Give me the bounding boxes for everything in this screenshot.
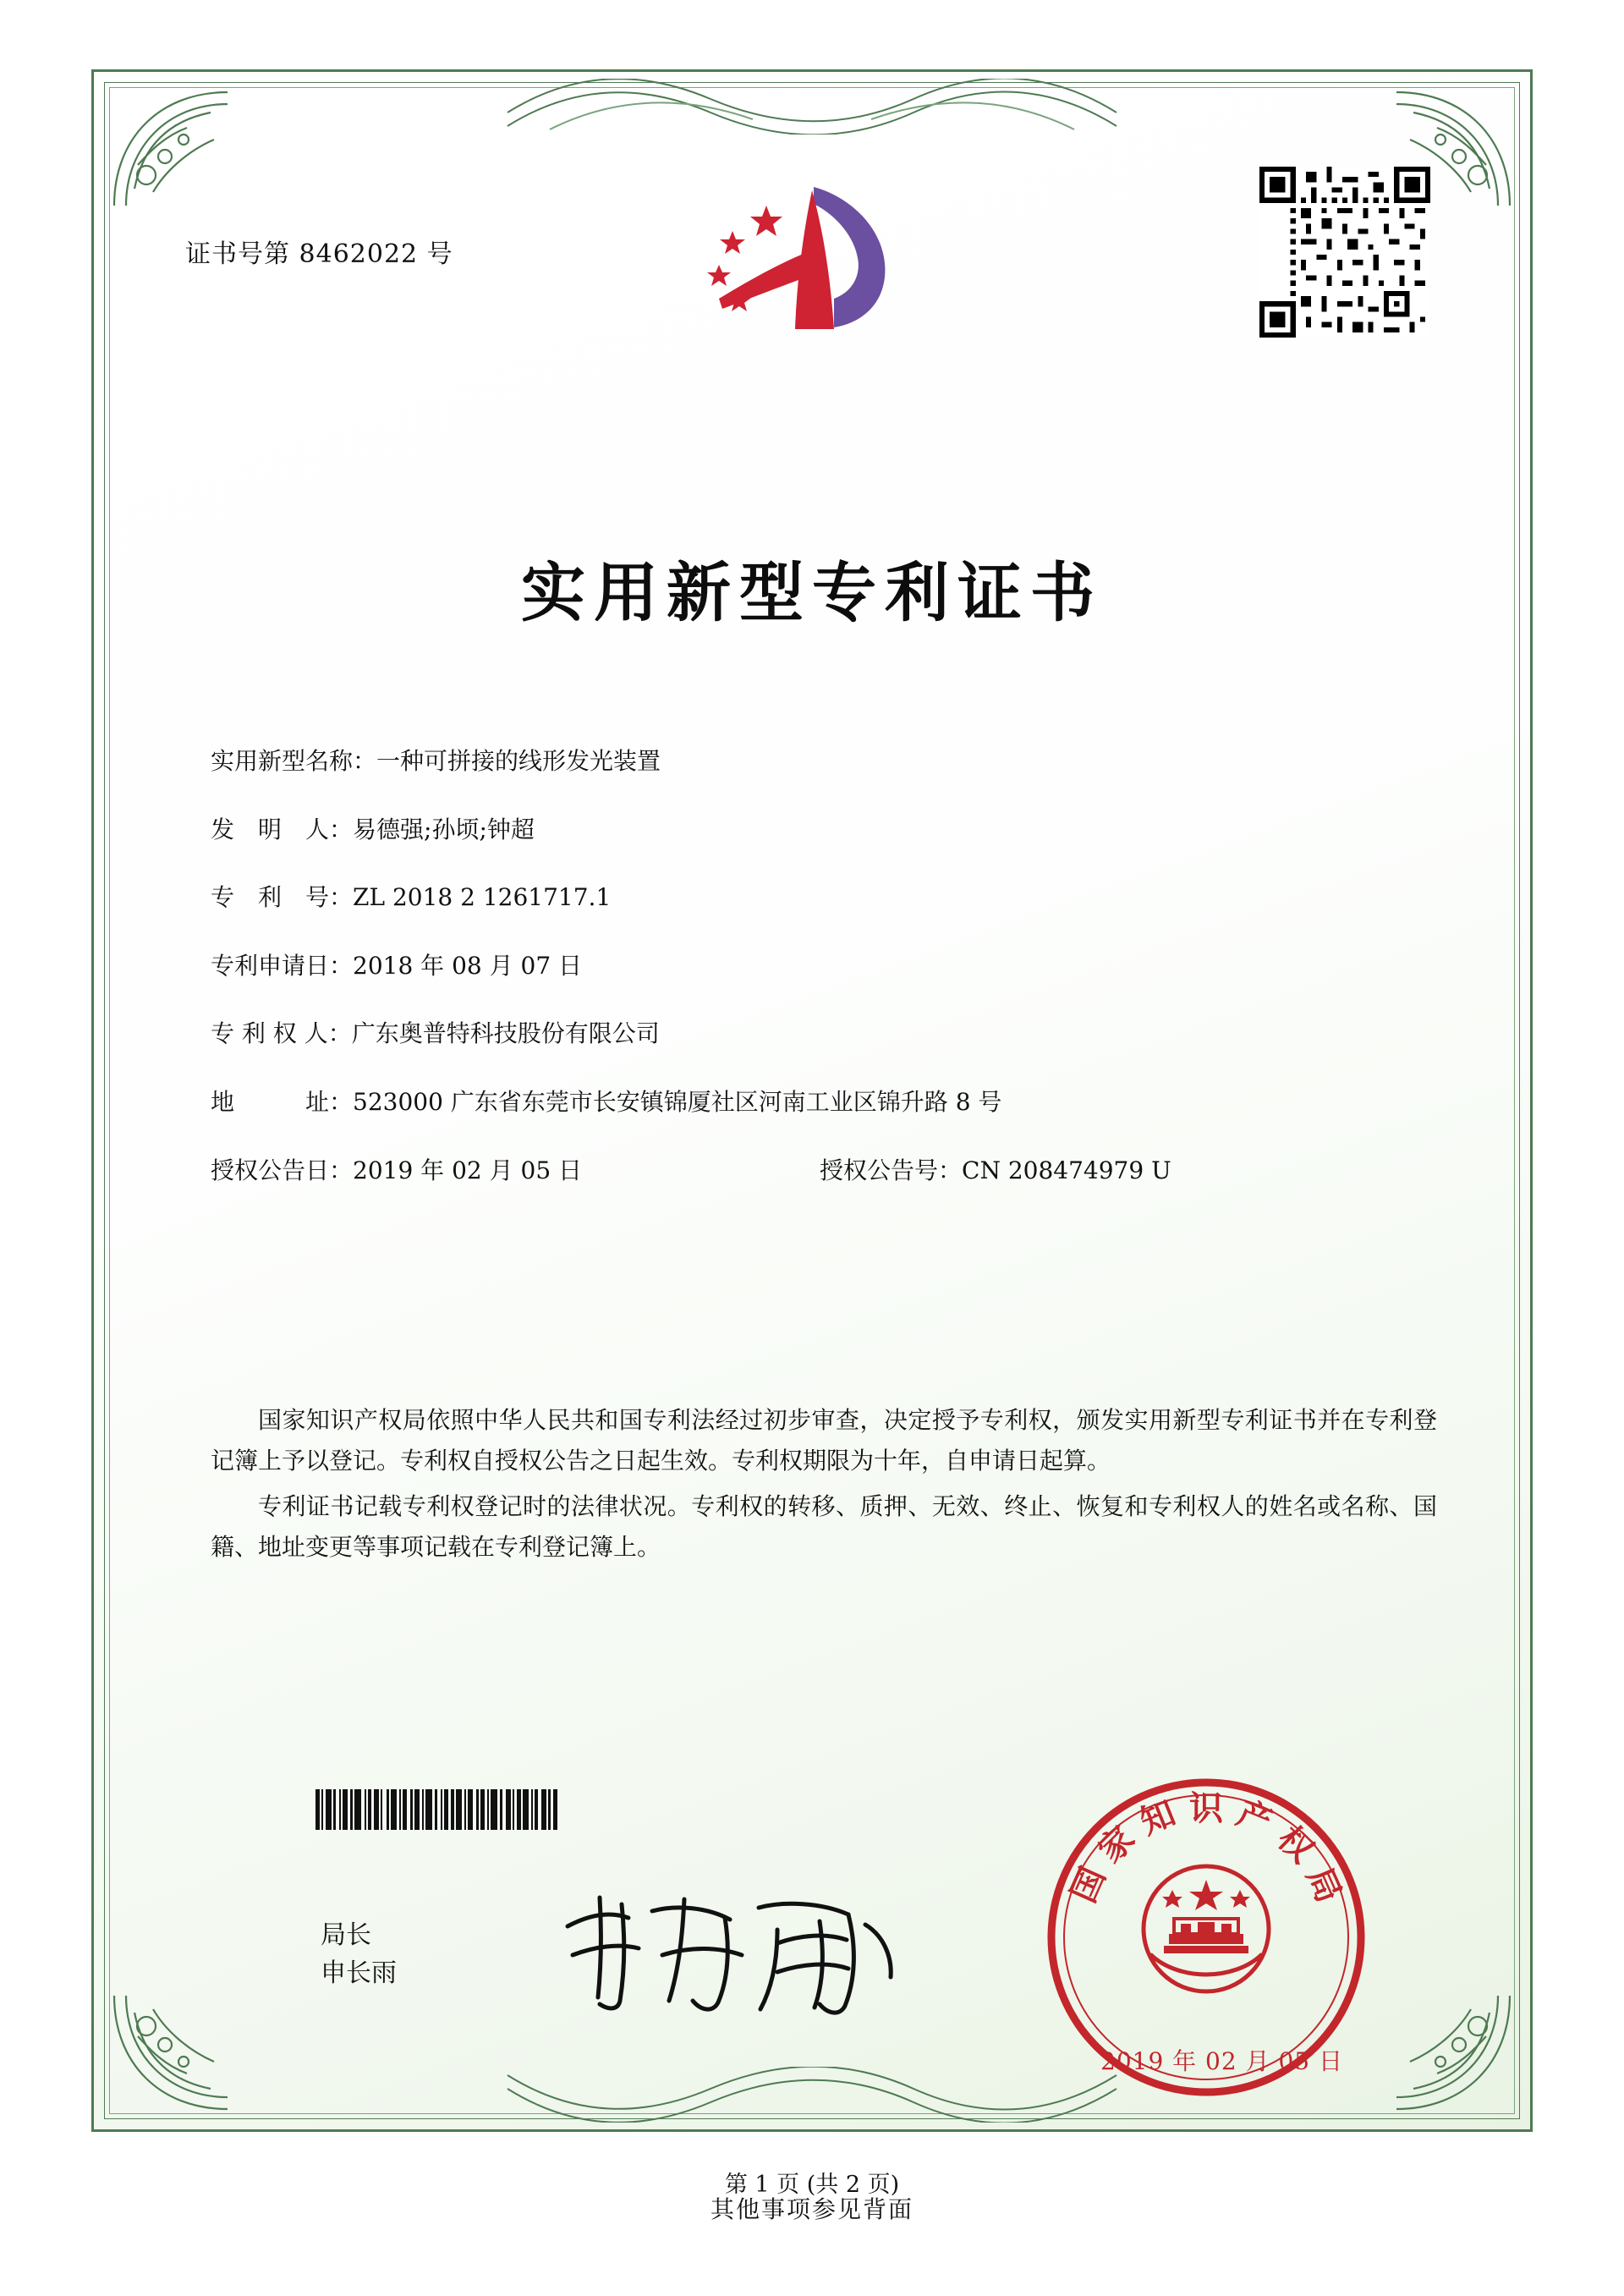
svg-text:知: 知 xyxy=(1134,1793,1182,1843)
legal-paragraph-2: 专利证书记载专利权登记时的法律状况。专利权的转移、质押、无效、终止、恢复和专利权人的姓名或名称、国籍、地址变更等事项记载在专利登记簿上。 xyxy=(211,1492,1437,1562)
signature-block xyxy=(321,1916,397,1992)
legal-text xyxy=(211,1400,1437,1574)
field-label-application-date: 专利申请日： xyxy=(211,951,354,980)
field-label-grant-date: 授权公告日： xyxy=(211,1156,354,1184)
cnipa-logo-icon xyxy=(685,172,939,354)
field-value-patent-number: ZL 2018 2 1261717.1 xyxy=(353,883,612,912)
page-title: 实用新型专利证书 xyxy=(521,555,1103,630)
field-value-application-date: 2018 年 08 月 07 日 xyxy=(353,951,583,980)
field-label-patent-number: 专 利 号： xyxy=(211,883,354,912)
svg-text:家: 家 xyxy=(1090,1818,1143,1871)
svg-text:产: 产 xyxy=(1231,1793,1278,1843)
certificate-border-frame xyxy=(91,69,1533,2198)
barcode xyxy=(315,1789,730,1830)
field-row-patentee xyxy=(211,1017,1420,1052)
field-row-grant xyxy=(211,1154,1420,1189)
certificate-content xyxy=(94,72,1530,2198)
field-label-invention-name: 实用新型名称： xyxy=(211,747,377,775)
field-row-inventors xyxy=(211,813,1420,848)
footnote: 其他事项参见背面 xyxy=(710,2195,914,2223)
field-value-inventors: 易德强;孙顷;钟超 xyxy=(353,815,535,843)
field-label-patentee: 专 利 权 人： xyxy=(211,1019,352,1048)
field-value-grant-number: CN 208474979 U xyxy=(962,1156,1171,1184)
legal-paragraph-1: 国家知识产权局依照中华人民共和国专利法经过初步审查，决定授予专利权，颁发实用新型专利证书并在专利登记簿上予以登记。专利权自授权公告之日起生效。专利权期限为十年，自申请日起算。 xyxy=(211,1406,1437,1475)
field-grant-date xyxy=(211,1154,820,1189)
field-value-patentee: 广东奥普特科技股份有限公司 xyxy=(351,1019,660,1048)
patent-fields xyxy=(211,744,1420,1218)
field-label-address: 地 址： xyxy=(211,1087,354,1116)
field-value-invention-name: 一种可拼接的线形发光装置 xyxy=(376,747,661,775)
signature-role: 局长 xyxy=(321,1920,371,1950)
field-row-invention-name xyxy=(211,744,1420,779)
field-label-inventors: 发 明 人： xyxy=(211,815,354,843)
seal-date: 2019 年 02 月 05 日 xyxy=(1100,2047,1344,2075)
certificate-number: 证书号第 8462022 号 xyxy=(185,239,453,269)
field-value-address: 523000 广东省东莞市长安镇锦厦社区河南工业区锦升路 8 号 xyxy=(353,1087,1002,1116)
signature-name: 申长雨 xyxy=(321,1958,397,1988)
field-row-application-date xyxy=(211,949,1420,984)
page-indicator: 第 1 页 (共 2 页) xyxy=(724,2172,900,2198)
field-value-grant-date: 2019 年 02 月 05 日 xyxy=(353,1156,583,1184)
qr-code-icon xyxy=(1259,167,1430,338)
svg-text:识: 识 xyxy=(1189,1788,1223,1828)
svg-text:权: 权 xyxy=(1270,1818,1322,1871)
svg-text:国: 国 xyxy=(1063,1861,1114,1909)
field-row-patent-number xyxy=(211,881,1420,915)
field-row-address xyxy=(211,1085,1420,1120)
svg-text:局: 局 xyxy=(1298,1861,1349,1909)
handwritten-signature-icon xyxy=(551,1874,914,2026)
field-grant-number xyxy=(820,1154,1420,1189)
field-label-grant-number: 授权公告号： xyxy=(820,1156,963,1184)
